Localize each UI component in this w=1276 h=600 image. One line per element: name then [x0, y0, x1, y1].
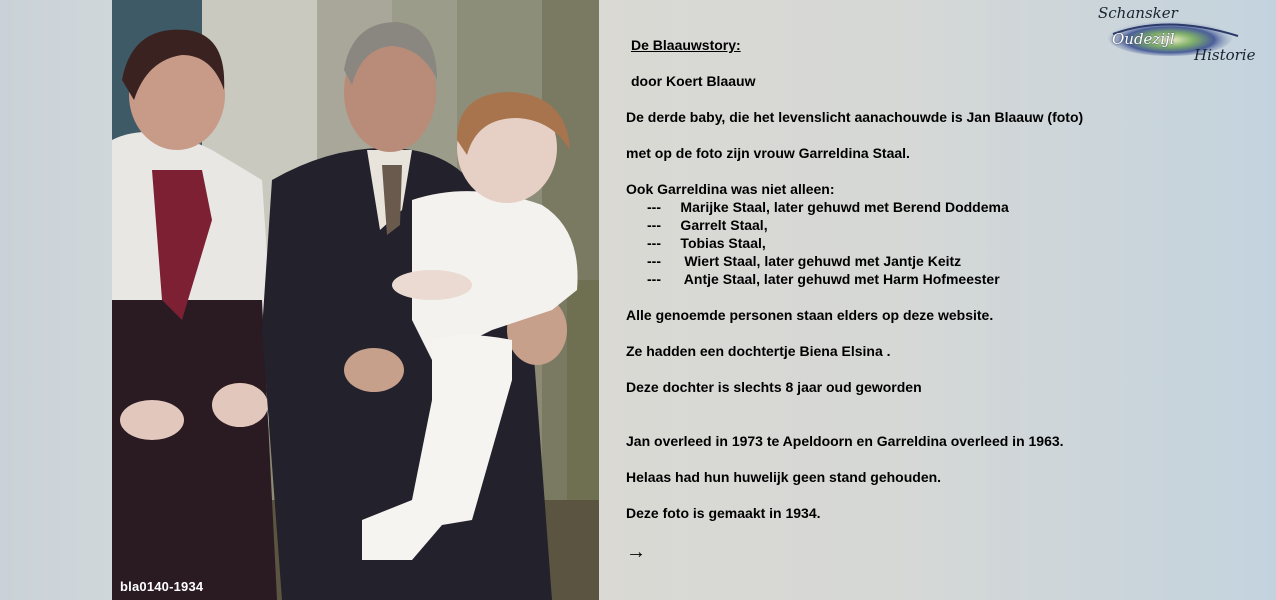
spacer [626, 522, 1186, 540]
spacer [626, 486, 1186, 504]
story-paragraph-8: Deze foto is gemaakt in 1934. [626, 505, 821, 521]
family-photo [112, 0, 599, 600]
story-author: door Koert Blaauw [631, 73, 756, 89]
story-paragraph-1: De derde baby, die het levenslicht aanachouwde is Jan Blaauw (foto) [626, 109, 1084, 125]
spacer [626, 162, 1186, 180]
spacer [626, 360, 1186, 378]
story-paragraph-5: Deze dochter is slechts 8 jaar oud geworden [626, 379, 922, 395]
logo-text-historie: Historie [1194, 46, 1256, 64]
photo-caption: bla0140-1934 [120, 579, 204, 594]
spacer [626, 90, 1186, 108]
story-paragraph-3: Alle genoemde personen staan elders op deze website. [626, 307, 994, 323]
story-text [626, 36, 1186, 562]
spacer [626, 450, 1186, 468]
list-item: --- Garrelt Staal, [647, 217, 768, 233]
spacer [626, 324, 1186, 342]
spacer [626, 288, 1186, 306]
story-paragraph-7: Helaas had hun huwelijk geen stand gehouden. [626, 469, 942, 485]
list-item: --- Antje Staal, later gehuwd met Harm Hofmeester [647, 271, 1000, 287]
siblings-intro: Ook Garreldina was niet alleen: [626, 181, 835, 197]
family-photo-illustration [112, 0, 599, 600]
story-paragraph-6: Jan overleed in 1973 te Apeldoorn en Garreldina overleed in 1963. [626, 433, 1064, 449]
list-item: --- Wiert Staal, later gehuwd met Jantje Keitz [647, 253, 962, 269]
spacer [626, 54, 1186, 72]
spacer [626, 396, 1186, 432]
story-paragraph-4: Ze hadden een dochtertje Biena Elsina . [626, 343, 891, 359]
logo-text-oudezijl: Oudezijl [1112, 30, 1175, 48]
next-page-arrow-icon[interactable]: → [626, 541, 646, 563]
story-paragraph-2: met op de foto zijn vrouw Garreldina Staal. [626, 145, 910, 161]
list-item: --- Tobias Staal, [647, 235, 766, 251]
list-item: --- Marijke Staal, later gehuwd met Berend Doddema [647, 199, 1009, 215]
logo-text-schansker: Schansker [1098, 4, 1178, 22]
spacer [626, 126, 1186, 144]
siblings-list [626, 198, 1186, 288]
story-title: De Blaauwstory: [631, 37, 741, 53]
